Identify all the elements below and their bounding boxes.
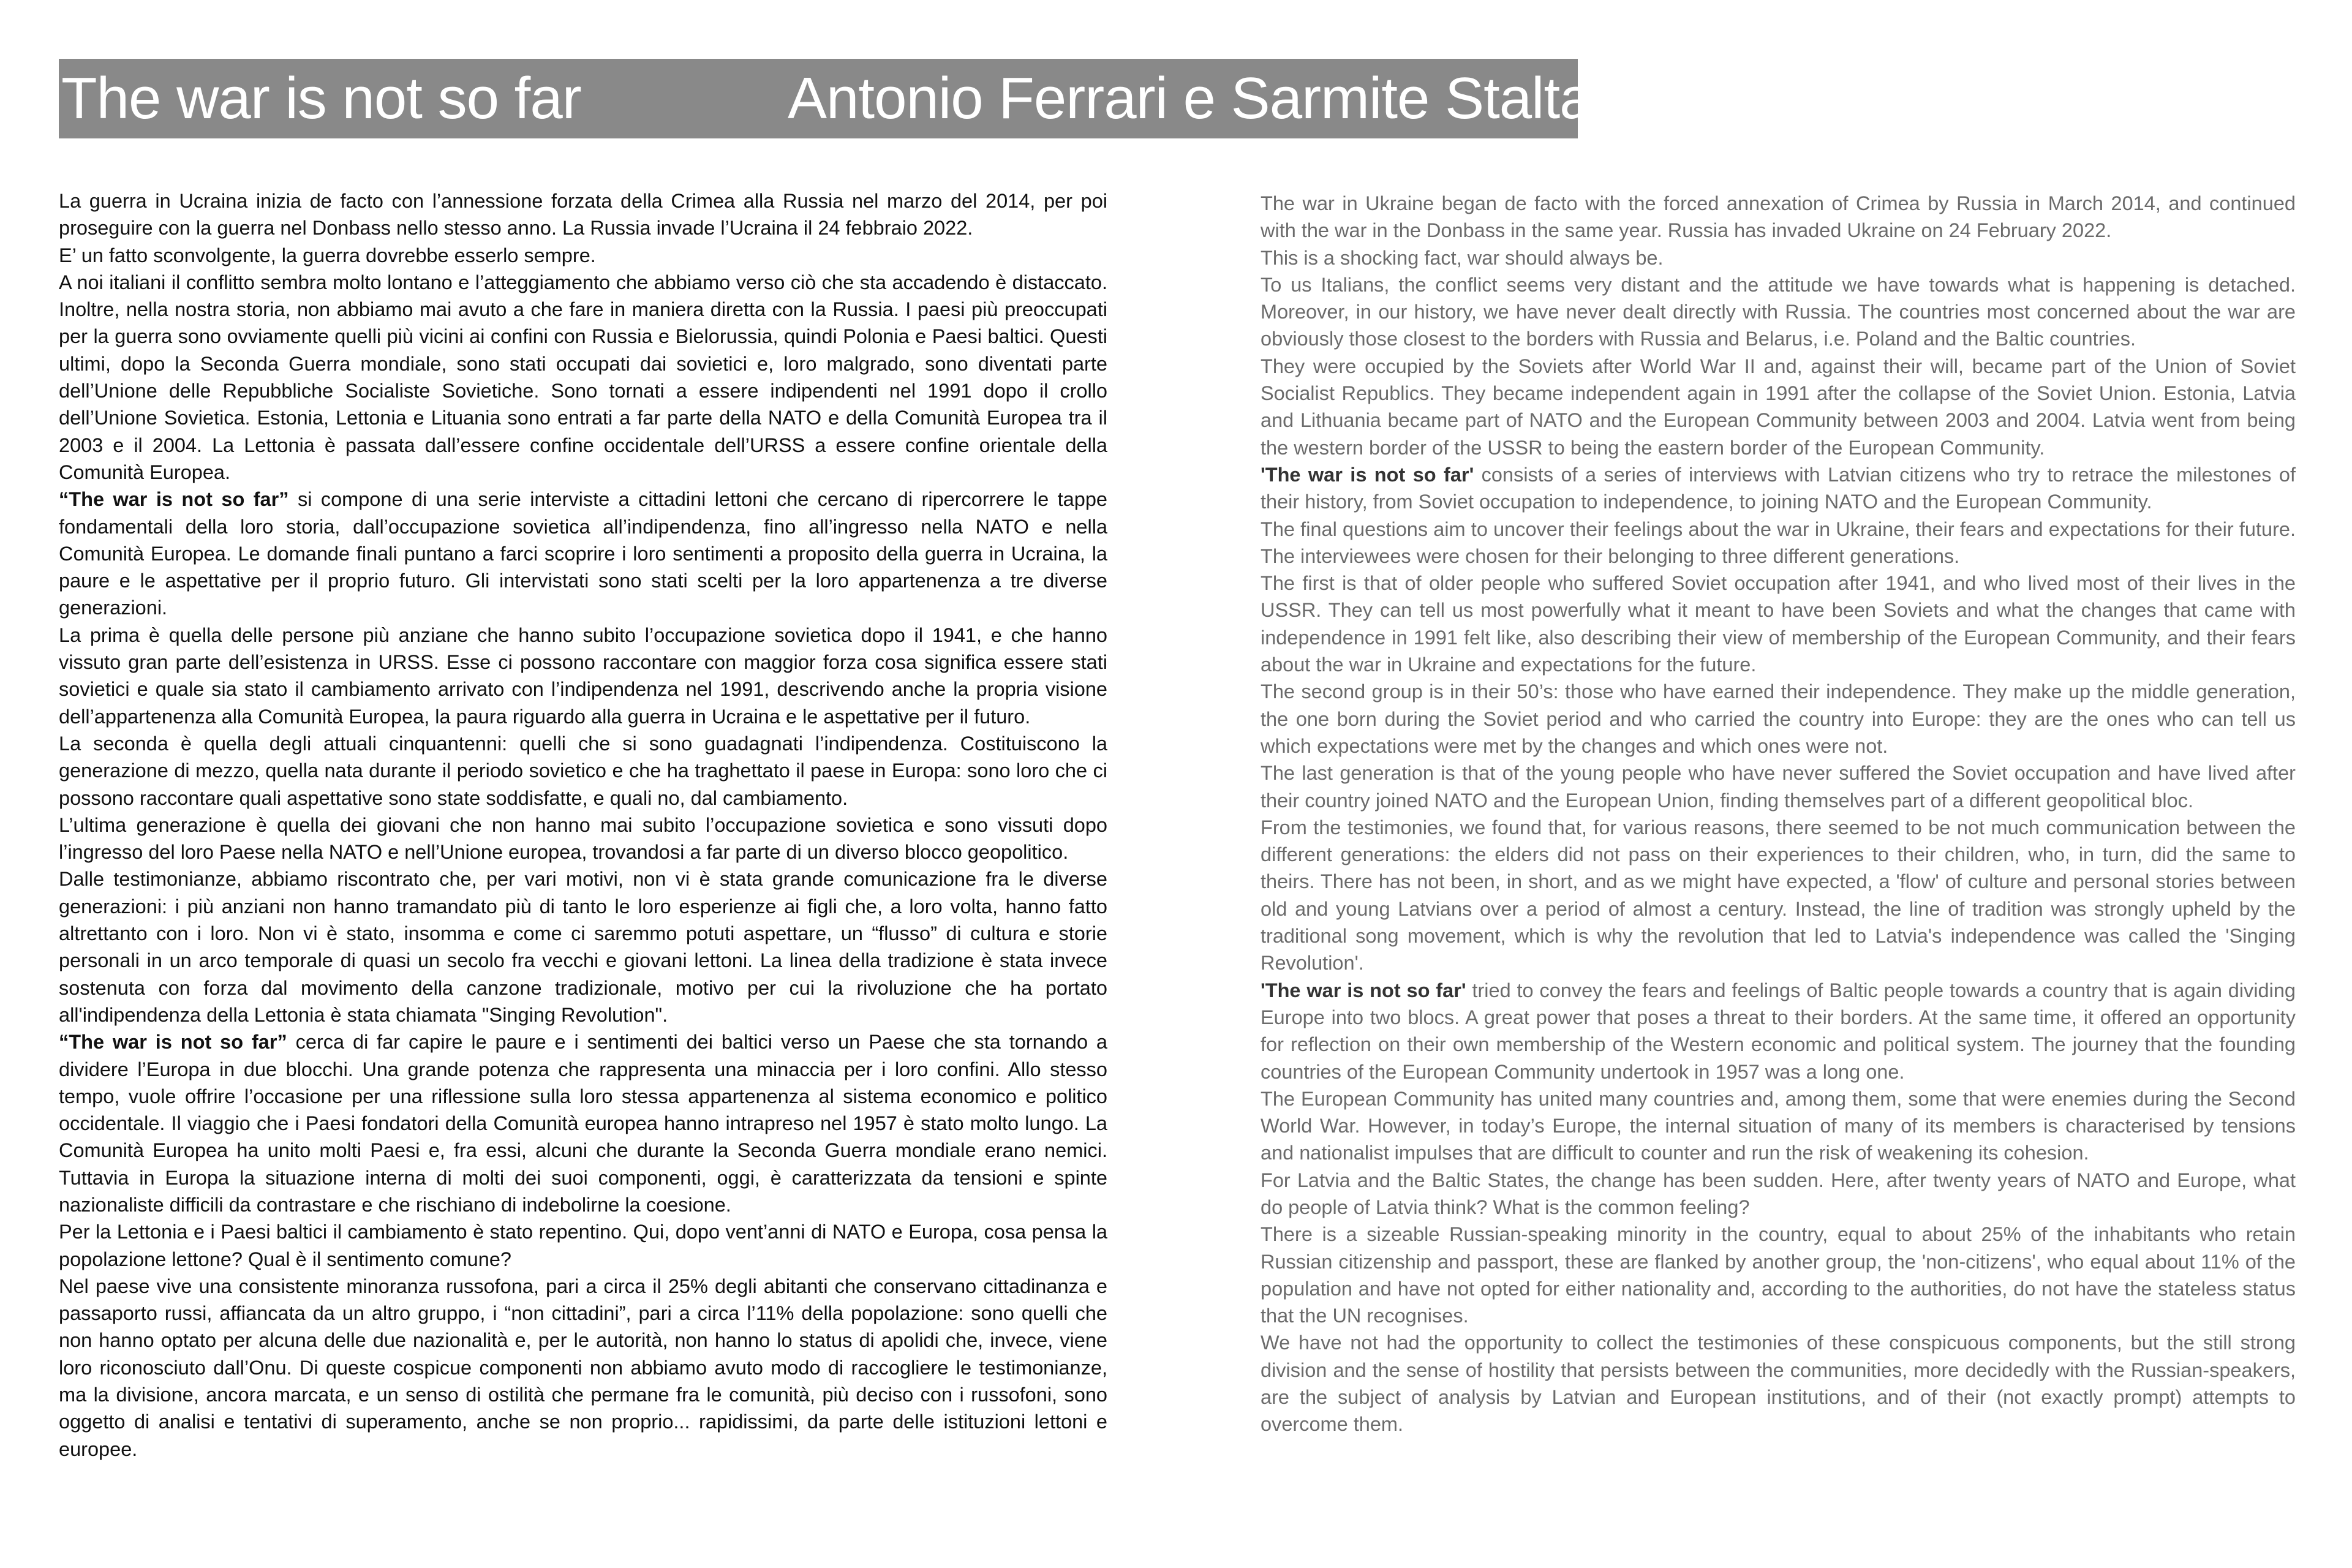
english-paragraph: From the testimonies, we found that, for various reasons, there seemed to be not much communication between the different generations: the elders did not pass on their experiences to their children, who, in turn, did the same to theirs. There has not been, in short, and as we might have expected, a 'flow' of culture and personal stories between old and young Latvians over a period of almost a century. Instead, the line of tradition was strongly upheld by the traditional song movement, which is why the revolution that led to Latvia's independence was called the 'Singing Revolution'.: [1261, 816, 2296, 974]
english-paragraph: For Latvia and the Baltic States, the change has been sudden. Here, after twenty years of NATO and Europe, what do people of Latvia think? What is the common feeling?: [1261, 1169, 2296, 1218]
english-column: [1261, 190, 2296, 1438]
english-paragraph: They were occupied by the Soviets after World War II and, against their will, became part of the Union of Soviet Socialist Republics. They became independent again in 1991 after the collapse of the Soviet Union. Estonia, Latvia and Lithuania became part of NATO and the European Community between 2003 and 2004. Latvia went from being the western border of the USSR to being the eastern border of the European Community.: [1261, 355, 2296, 459]
english-paragraph: To us Italians, the conflict seems very distant and the attitude we have towards what is happening is detached. Moreover, in our history, we have never dealt directly with Russia. The countries most concerned about the war are obviously those closest to the borders with Russia and Belarus, i.e. Poland and the Baltic countries.: [1261, 273, 2296, 350]
italian-paragraph: Per la Lettonia e i Paesi baltici il cambiamento è stato repentino. Qui, dopo vent’anni di NATO e Europa, cosa pensa la popolazione lettone? Qual è il sentimento comune?: [59, 1221, 1107, 1270]
italian-paragraph: La seconda è quella degli attuali cinquantenni: quelli che si sono guadagnati l’indipendenza. Costituiscono la generazione di mezzo, quella nata durante il periodo sovietico e che ha traghettato il paese in Europa: sono loro che ci possono raccontare quali aspettative sono state soddisfatte, e quali no, dal cambiamento.: [59, 732, 1107, 809]
english-paragraph: We have not had the opportunity to collect the testimonies of these conspicuous components, but the still strong division and the sense of hostility that persists between the communities, more decidedly with the Russian-speakers, are the subject of analysis by Latvian and European institutions, and of their (not exactly prompt) attempts to overcome them.: [1261, 1332, 2296, 1436]
document-title: The war is not so far: [61, 66, 581, 131]
italian-bold-title: “The war is not so far”: [59, 1031, 287, 1054]
english-paragraph-text: consists of a series of interviews with Latvian citizens who try to retrace the milestones of their history, from Soviet occupation to independence, to joining NATO and the European Community.: [1261, 463, 2296, 513]
italian-paragraph-text: cerca di far capire le paure e i sentimenti dei baltici verso un Paese che sta tornando a dividere l’Europa in due blocchi. Una grande potenza che rappresenta una minaccia per i loro confini. Allo stesso tempo, vuole offrire l’occasione per una riflessione sulla loro stessa appartenenza al sistema economico e politico occidentale. Il viaggio che i Paesi fondatori della Comunità europea hanno intrapreso nel 1957 è stato molto lungo. La Comunità Europea ha unito molti Paesi e, fra essi, alcuni che durante la Seconda Guerra mondiale erano nemici. Tuttavia in Europa la situazione interna di molti dei suoi componenti, oggi, è caratterizzata da tensioni e spinte nazionaliste difficili da contrastare e che rischiano di indebolirne la coesione.: [59, 1031, 1107, 1216]
italian-paragraph: A noi italiani il conflitto sembra molto lontano e l’atteggiamento che abbiamo verso ciò che sta accadendo è distaccato. Inoltre, nella nostra storia, non abbiamo mai avuto a che fare in maniera diretta con la Russia. I paesi più preoccupati per la guerra sono ovviamente quelli più vicini ai confini con Russia e Bielorussia, quindi Polonia e Paesi baltici. Questi ultimi, dopo la Seconda Guerra mondiale, sono stati occupati dai sovietici e, loro malgrado, sono diventati parte dell’Unione delle Repubbliche Socialiste Sovietiche. Sono tornati a essere indipendenti nel 1991 dopo il crollo dell’Unione Sovietica. Estonia, Lettonia e Lituania sono entrati a far parte della NATO e della Comunità Europea tra il 2003 e il 2004. La Lettonia è passata dall’essere confine occidentale dell’URSS a essere confine orientale della Comunità Europea.: [59, 271, 1107, 483]
header-bar: [59, 59, 1592, 138]
english-paragraph: The last generation is that of the young people who have never suffered the Soviet occupation and have lived after their country joined NATO and the European Union, finding themselves part of a different geopolitical bloc.: [1261, 762, 2296, 812]
italian-column: [59, 187, 1107, 1463]
english-paragraph: The war in Ukraine began de facto with the forced annexation of Crimea by Russia in March 2014, and continued with the war in the Donbass in the same year. Russia has invaded Ukraine on 24 February 2022.: [1261, 192, 2296, 242]
italian-paragraph: L’ultima generazione è quella dei giovani che non hanno mai subito l’occupazione sovietica e sono vissuti dopo l’ingresso del loro Paese nella NATO e nell’Unione europea, trovandosi a far parte di un diverso blocco geopolitico.: [59, 813, 1107, 864]
italian-paragraph: Nel paese vive una consistente minoranza russofona, pari a circa il 25% degli abitanti che conservano cittadinanza e passaporto russi, affiancata da un altro gruppo, i “non cittadini”, pari a circa l’11% della popolazione: sono quelli che non hanno optato per alcuna delle due nazionalità e, per le autorità, non hanno lo status di apolidi che, invece, viene loro riconosciuto dall’Onu. Di queste cospicue componenti non abbiamo avuto modo di raccogliere le testimonianze, ma la divisione, ancora marcata, e un senso di ostilità che permane fra le comunità, più deciso con i russofoni, sono oggetto di analisi e tentativi di superamento, anche se non proprio... rapidissimi, da parte delle istituzioni lettoni e europee.: [59, 1275, 1107, 1460]
english-paragraph: There is a sizeable Russian-speaking minority in the country, equal to about 25% of the inhabitants who retain Russian citizenship and passport, these are flanked by another group, the 'non-citizens', who equal about 11% of the population and have not opted for either nationality and, according to the authorities, do not have the stateless status that the UN recognises.: [1261, 1223, 2296, 1327]
english-paragraph-text: tried to convey the fears and feelings of Baltic people towards a country that is again dividing Europe into two blocs. A great power that poses a threat to their borders. At the same time, it offered an opportunity for reflection on their own membership of the Western economic and political system. The journey that the founding countries of the European Community undertook in 1957 was a long one.: [1261, 979, 2296, 1083]
document-authors: Antonio Ferrari e Sarmite Stalta: [788, 66, 1592, 131]
italian-paragraph-text: si compone di una serie interviste a cittadini lettoni che cercano di ripercorrere le tappe fondamentali della loro storia, dall’occupazione sovietica all’indipendenza, fino all’ingresso nella NATO e nella Comunità Europea. Le domande finali puntano a farci scoprire i loro sentimenti a proposito della guerra in Ucraina, la paure e le aspettative per il proprio futuro. Gli intervistati sono stati scelti per la loro appartenenza a tre diverse generazioni.: [59, 488, 1107, 619]
english-bold-title: 'The war is not so far': [1261, 979, 1466, 1001]
english-paragraph: The second group is in their 50’s: those who have earned their independence. They make up the middle generation, the one born during the Soviet period and who carried the country into Europe: they are the ones who can tell us which expectations were met by the changes and which ones were not.: [1261, 680, 2296, 757]
english-paragraph: The European Community has united many countries and, among them, some that were enemies during the Second World War. However, in today’s Europe, the internal situation of many of its members is characterised by tensions and nationalist impulses that are difficult to counter and run the risk of weakening its cohesion.: [1261, 1087, 2296, 1164]
english-paragraph: The final questions aim to uncover their feelings about the war in Ukraine, their fears and expectations for their future. The interviewees were chosen for their belonging to three different generations.: [1261, 518, 2296, 567]
english-paragraph: The first is that of older people who suffered Soviet occupation after 1941, and who lived most of their lives in the USSR. They can tell us most powerfully what it meant to have been Soviets and what the changes that came with independence in 1991 felt like, also describing their view of membership of the European Community, and their fears about the war in Ukraine and expectations for the future.: [1261, 572, 2296, 676]
italian-paragraph: [59, 486, 1107, 621]
english-paragraph: [1261, 461, 2296, 516]
italian-bold-title: “The war is not so far”: [59, 488, 289, 511]
italian-paragraph: La guerra in Ucraina inizia de facto con l’annessione forzata della Crimea alla Russia nel marzo del 2014, per poi proseguire con la guerra nel Donbass nello stesso anno. La Russia invade l’Ucraina il 24 febbraio 2022.: [59, 190, 1107, 239]
english-bold-title: 'The war is not so far': [1261, 463, 1474, 486]
italian-paragraph: [59, 1028, 1107, 1218]
italian-paragraph: Dalle testimonianze, abbiamo riscontrato che, per vari motivi, non vi è stata grande comunicazione fra le diverse generazioni: i più anziani non hanno tramandato più di tanto le loro esperienze ai figli che, a loro volta, hanno fatto altrettanto con i loro. Non vi è stato, insomma e come ci saremmo potuti aspettare, un “flusso” di cultura e storie personali in un arco temporale di quasi un secolo fra vecchi e giovani lettoni. La linea della tradizione è stata invece sostenuta con forza dal movimento della canzone tradizionale, motivo per cui la rivoluzione che ha portato all'indipendenza della Lettonia è stata chiamata "Singing Revolution".: [59, 868, 1107, 1026]
english-paragraph: This is a shocking fact, war should always be.: [1261, 246, 1664, 269]
italian-paragraph: E’ un fatto sconvolgente, la guerra dovrebbe esserlo sempre.: [59, 244, 596, 266]
english-paragraph: [1261, 977, 2296, 1085]
italian-paragraph: La prima è quella delle persone più anziane che hanno subito l’occupazione sovietica dopo il 1941, e che hanno vissuto gran parte dell’esistenza in URSS. Esse ci possono raccontare con maggior forza cosa significa essere stati sovietici e quale sia stato il cambiamento arrivato con l’indipendenza nel 1991, descrivendo anche la propria visione dell’appartenenza alla Comunità Europea, la paura riguardo alla guerra in Ucraina e le aspettative per il futuro.: [59, 624, 1107, 728]
